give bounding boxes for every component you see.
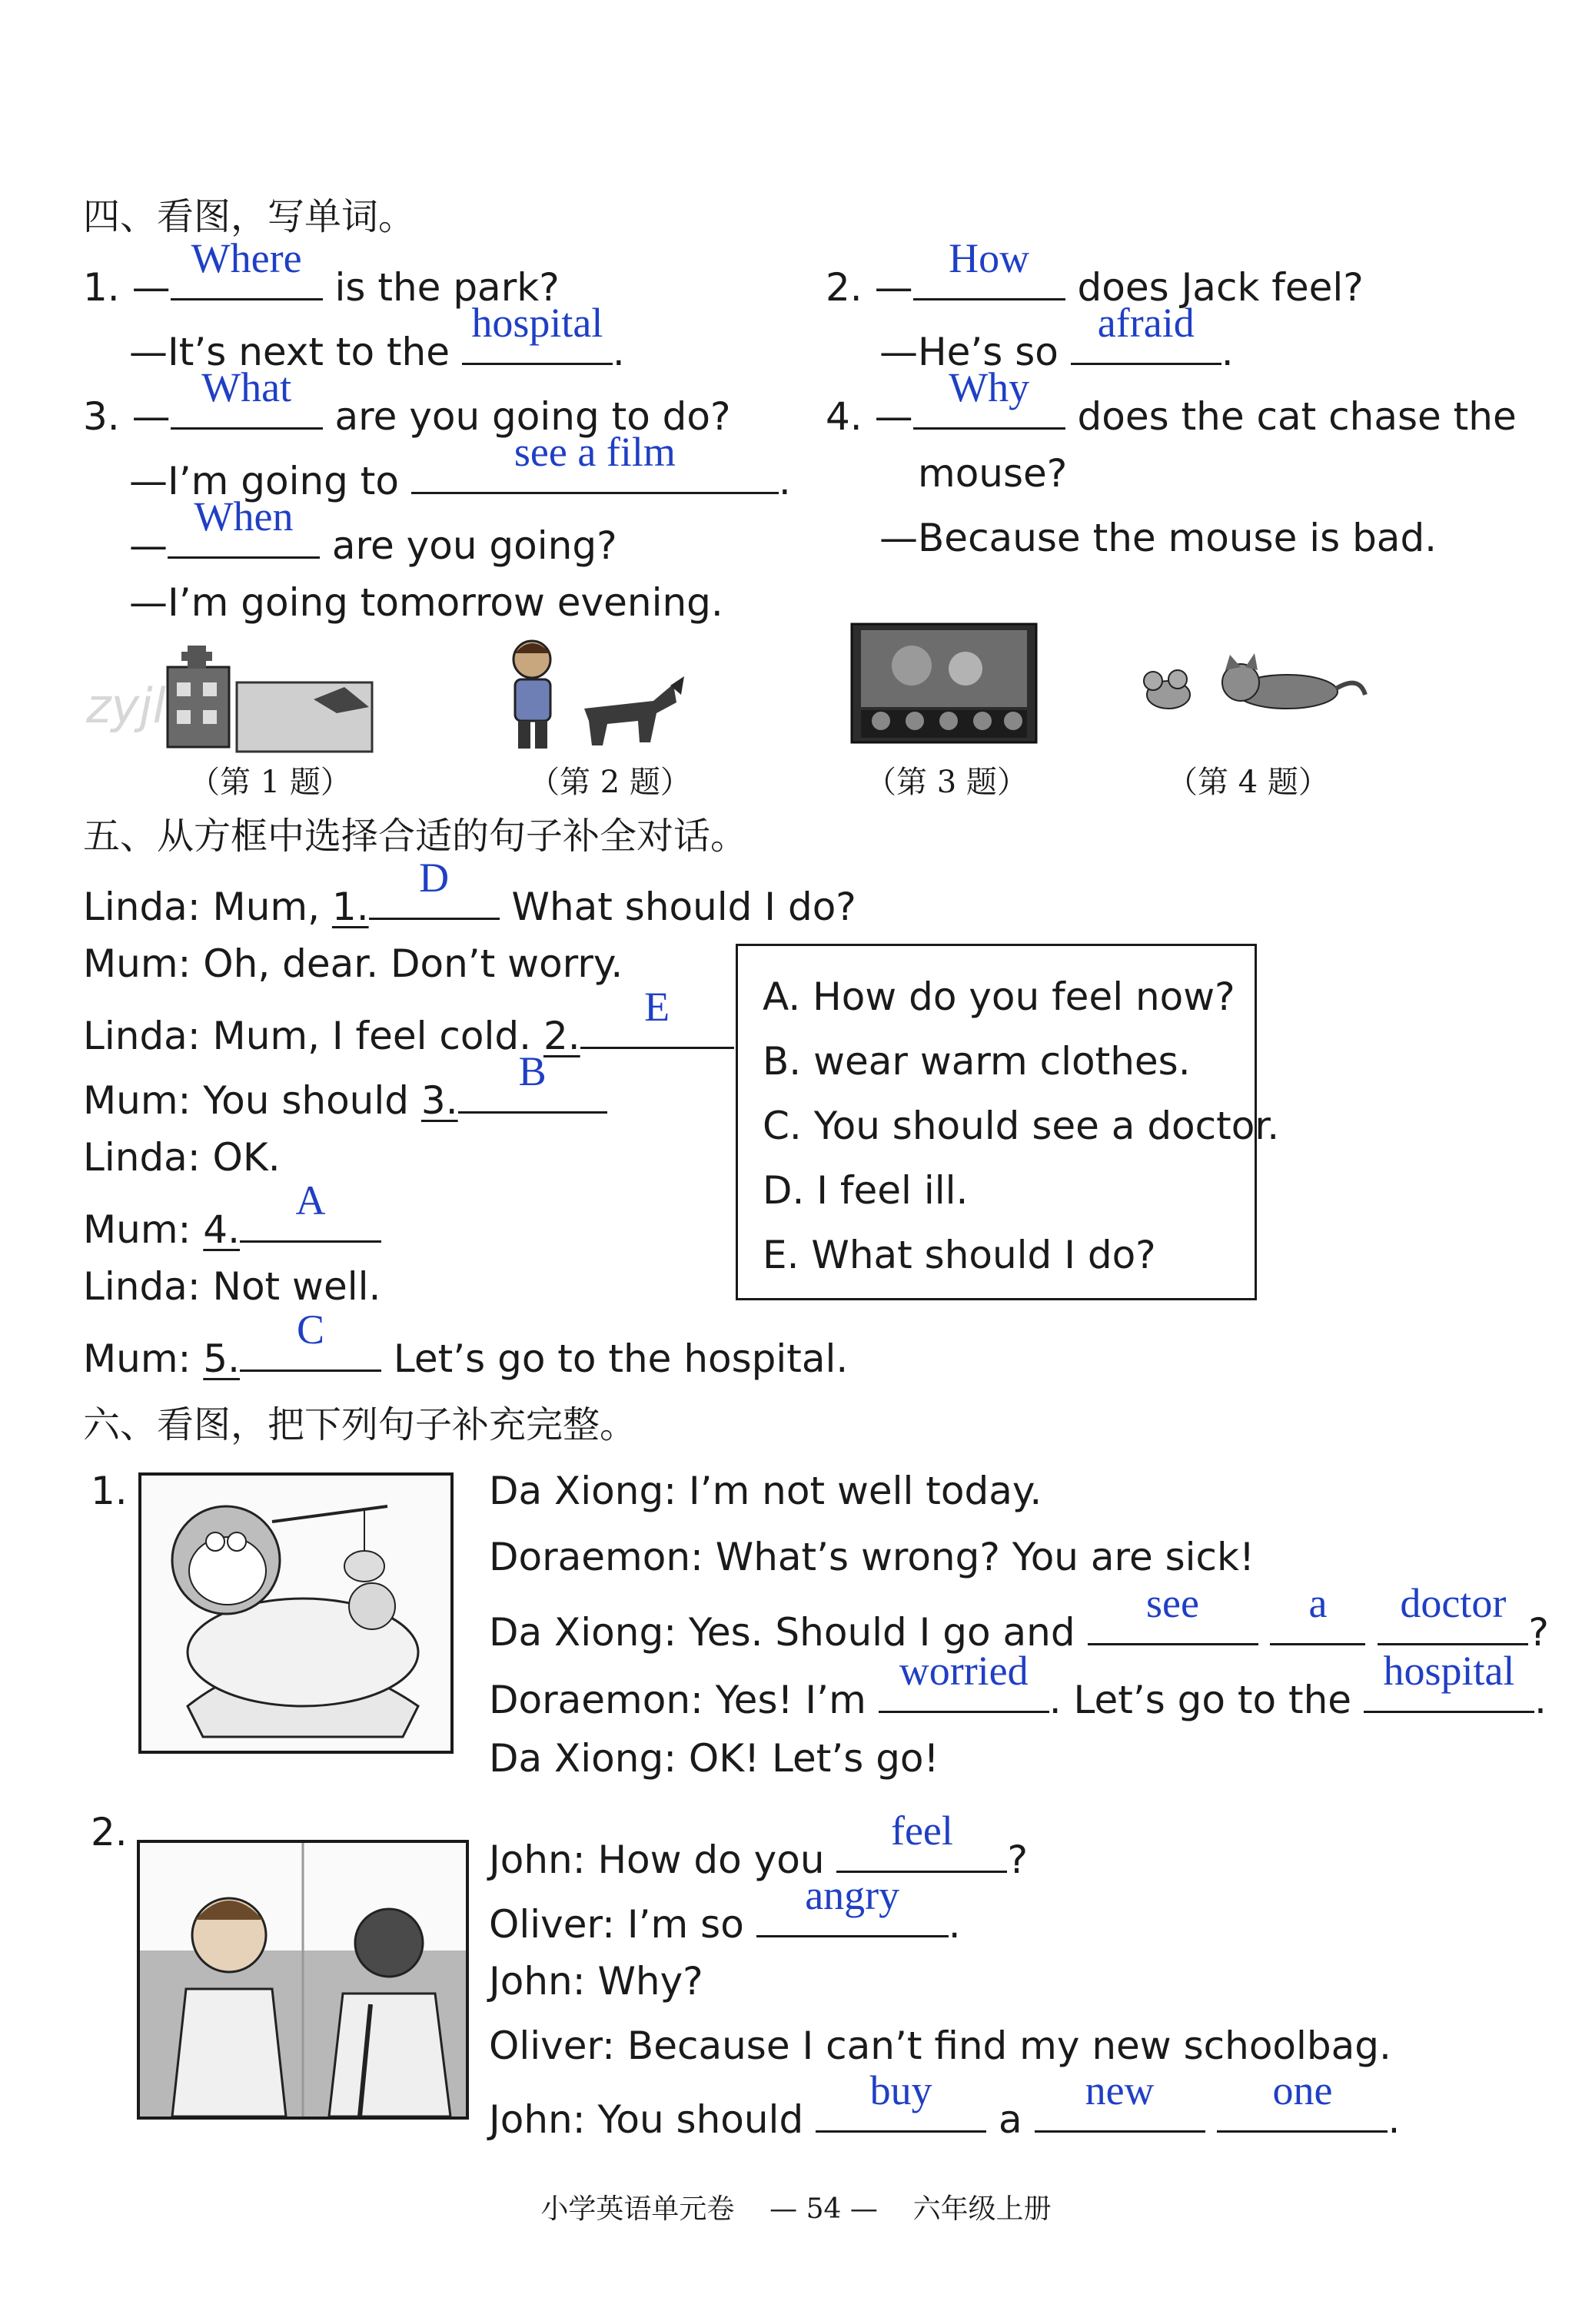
picture-doraemon <box>138 1472 454 1754</box>
picture-john-and-oliver <box>137 1840 469 2120</box>
answer: new <box>1085 2067 1155 2113</box>
line-text: Mum: <box>83 1207 204 1252</box>
answer: doctor <box>1400 1580 1507 1626</box>
dialog2-number: 2. <box>91 1810 128 1854</box>
section6-title: 六、看图，把下列句子补充完整。 <box>83 1403 637 1446</box>
answer: E <box>644 984 670 1030</box>
blank-number: 1. <box>331 885 369 929</box>
answer: buy <box>869 2067 932 2113</box>
answer: worried <box>899 1648 1029 1694</box>
dialog2-line2 <box>489 1872 961 1949</box>
line-text: . Let’s go to the <box>1049 1678 1352 1722</box>
caption-q4: （第 4 题） <box>1167 765 1329 800</box>
answer: see a film <box>513 429 676 475</box>
footer-book-title: 小学英语单元卷 <box>540 2193 735 2225</box>
answer: What <box>201 364 292 410</box>
dash: — <box>131 265 171 310</box>
q4-blank1[interactable] <box>913 364 1065 430</box>
q1-blank1[interactable] <box>171 235 323 300</box>
dialog-line-2: Mum: Oh, dear. Don’t worry. <box>83 941 623 986</box>
dialog-blank-3[interactable] <box>458 1048 607 1114</box>
dialog2-blank1[interactable] <box>836 1808 1007 1873</box>
caption-q2: （第 2 题） <box>529 765 691 800</box>
caption-q3: （第 3 题） <box>866 765 1028 800</box>
dialog1-blank3[interactable] <box>1378 1580 1528 1645</box>
dash: — <box>131 394 171 439</box>
q2-text: does Jack feel? <box>1077 265 1364 310</box>
line-text: Doraemon: Yes! I’m <box>489 1678 866 1722</box>
dialog1-blank4[interactable] <box>879 1648 1049 1713</box>
dash: — <box>874 394 913 439</box>
watermark: zyjl <box>86 678 166 734</box>
options-box <box>736 944 1280 1300</box>
section4-title: 四、看图，写单词。 <box>83 195 416 238</box>
answer: angry <box>805 1872 900 1918</box>
page-number: — 54 — <box>769 2193 878 2225</box>
q3-blank3[interactable] <box>168 493 320 559</box>
dash: — <box>129 523 168 568</box>
option-b: B. wear warm clothes. <box>763 1039 1191 1084</box>
dialog-blank-4[interactable] <box>240 1177 381 1243</box>
footer-grade: 六年级上册 <box>912 2193 1052 2225</box>
answer: When <box>194 493 294 540</box>
blank-number: 5. <box>203 1336 240 1381</box>
q3-text: are you going to do? <box>334 394 731 439</box>
answer: Why <box>949 364 1030 410</box>
dialog2-blank5[interactable] <box>1217 2067 1388 2133</box>
q3-line4: —I’m going tomorrow evening. <box>129 580 723 625</box>
section5-title: 五、从方框中选择合适的句子补全对话。 <box>83 815 748 858</box>
answer: hospital <box>471 300 603 346</box>
option-c: C. You should see a doctor. <box>763 1104 1280 1148</box>
dialog2-blank3[interactable] <box>816 2067 986 2133</box>
q2-reply: —He’s so <box>879 330 1059 374</box>
q1-reply: —It’s next to the <box>129 330 450 374</box>
line-text: Mum: <box>83 1336 204 1381</box>
dialog-line-7: Linda: Not well. <box>83 1264 381 1309</box>
dash: — <box>874 265 913 310</box>
dialog1-blank1[interactable] <box>1088 1580 1258 1645</box>
period: . <box>778 459 791 503</box>
line-text: . <box>1534 1678 1547 1722</box>
line-text: Oliver: I’m so <box>489 1902 744 1947</box>
dialog1-line2: Doraemon: What’s wrong? You are sick! <box>489 1535 1255 1579</box>
picture-cinema <box>850 622 1038 744</box>
q2-blank1[interactable] <box>913 235 1065 300</box>
line-text: Da Xiong: Yes. Should I go and <box>489 1610 1075 1655</box>
answer: Where <box>191 235 302 281</box>
answer: feel <box>890 1808 953 1854</box>
dialog2-blank2[interactable] <box>756 1872 949 1937</box>
dialog2-line3: John: Why? <box>489 1959 703 2004</box>
q1-blank2[interactable] <box>462 300 613 365</box>
answer: one <box>1272 2067 1333 2113</box>
picture-hospital <box>83 636 375 753</box>
dialog-line-5: Linda: OK. <box>83 1135 281 1180</box>
q1-number: 1. <box>83 265 120 310</box>
line-text: Let’s go to the hospital. <box>381 1336 849 1381</box>
dialog-line-3 <box>83 984 734 1061</box>
dialog2-line4: Oliver: Because I can’t find my new schoolbag. <box>489 2024 1391 2068</box>
option-e: E. What should I do? <box>763 1233 1156 1277</box>
dialog1-line4 <box>489 1648 1547 1725</box>
line-text: Linda: Mum, I feel cold. <box>83 1014 543 1058</box>
q3-reply1: —I’m going to <box>129 459 399 503</box>
q4-line1 <box>826 364 1517 441</box>
q3-line3 <box>129 493 617 570</box>
line-text: ? <box>1528 1610 1549 1655</box>
dialog-line-1 <box>83 855 856 931</box>
answer: a <box>1308 1580 1328 1626</box>
q3-number: 3. <box>83 394 120 439</box>
blank-number: 2. <box>543 1014 580 1058</box>
dialog-blank-2[interactable] <box>580 984 734 1049</box>
caption-q1: （第 1 题） <box>189 765 351 800</box>
blank-number: 4. <box>203 1207 240 1252</box>
page-footer <box>0 2187 1592 2226</box>
q3-blank1[interactable] <box>171 364 323 430</box>
picture-boy-and-dog <box>492 630 692 753</box>
answer: C <box>296 1306 325 1353</box>
line-text: Mum: You should <box>83 1078 421 1123</box>
answer: A <box>295 1177 326 1223</box>
period: . <box>1221 330 1234 374</box>
dialog2-line5 <box>489 2067 1401 2144</box>
q3-text2: are you going? <box>331 523 617 568</box>
dialog1-blank2[interactable] <box>1270 1580 1365 1645</box>
answer: afraid <box>1097 300 1195 346</box>
dialog2-blank4[interactable] <box>1035 2067 1205 2133</box>
blank-number: 3. <box>420 1078 458 1123</box>
dialog1-number: 1. <box>91 1469 128 1513</box>
line-text: John: How do you <box>489 1838 825 1882</box>
answer: see <box>1146 1580 1199 1626</box>
dialog-line-8 <box>83 1306 849 1383</box>
line-text: John: You should <box>489 2097 804 2142</box>
q2-blank2[interactable] <box>1071 300 1221 365</box>
line-text: ? <box>1007 1838 1028 1882</box>
q4-number: 4. <box>826 394 862 439</box>
period: . <box>612 330 625 374</box>
q2-number: 2. <box>826 265 862 310</box>
line-text: Linda: Mum, <box>83 885 332 929</box>
answer: How <box>949 235 1030 281</box>
line-text: . <box>1388 2097 1401 2142</box>
dialog-blank-5[interactable] <box>240 1306 381 1372</box>
dialog-line-4 <box>83 1048 607 1125</box>
line-text: . <box>948 1902 961 1947</box>
q3-blank2[interactable] <box>411 429 779 494</box>
q4-text: does the cat chase the <box>1077 394 1517 439</box>
picture-cat-chasing-mouse <box>1125 644 1371 736</box>
option-a: A. How do you feel now? <box>763 974 1235 1019</box>
dialog-blank-1[interactable] <box>369 855 500 920</box>
answer: D <box>419 855 450 901</box>
line-text: What should I do? <box>499 885 856 929</box>
dialog1-line1: Da Xiong: I’m not well today. <box>489 1469 1042 1513</box>
answer: hospital <box>1383 1648 1515 1694</box>
dialog1-line5: Da Xiong: OK! Let’s go! <box>489 1736 939 1781</box>
option-d: D. I feel ill. <box>763 1168 969 1213</box>
dialog-line-6 <box>83 1177 381 1254</box>
answer: B <box>518 1048 547 1094</box>
dialog1-blank5[interactable] <box>1364 1648 1534 1713</box>
q4-line3: —Because the mouse is bad. <box>879 516 1437 560</box>
q4-line2: mouse? <box>918 451 1068 496</box>
q1-text: is the park? <box>334 265 560 310</box>
line-text: a <box>999 2097 1022 2142</box>
